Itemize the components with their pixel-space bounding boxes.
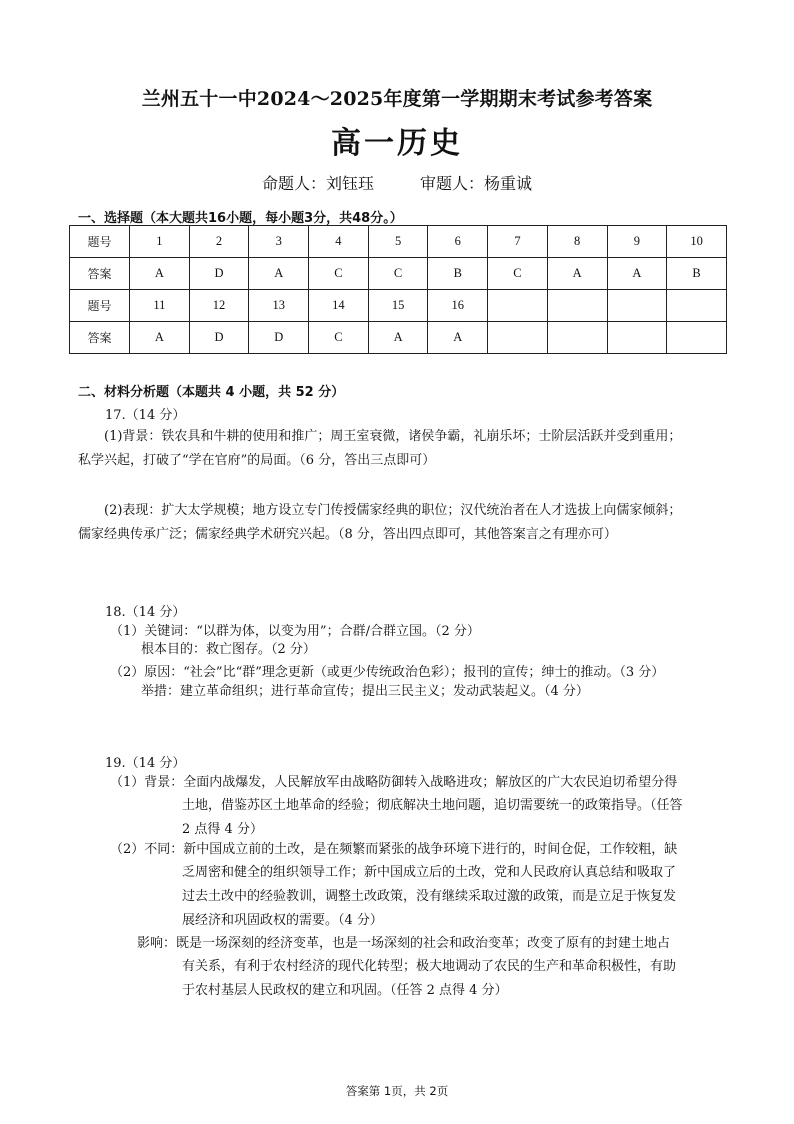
empty-cell: [547, 290, 607, 322]
answer-cell: A: [249, 258, 309, 290]
table-row: [70, 290, 727, 322]
document-title: 兰州五十一中2024～2025年度第一学期期末考试参考答案: [141, 88, 653, 110]
q19-line: 土地，借鉴苏区土地革命的经验；彻底解决土地问题，追切需要统一的政策指导。（任答: [182, 798, 683, 813]
q19-line: 影响：既是一场深刻的经济变革，也是一场深刻的社会和政治变革；改变了原有的封建土地占: [137, 936, 671, 951]
question-number-cell: 16: [428, 290, 488, 322]
question-number-cell: 9: [607, 226, 667, 258]
q19-impact-cont: [182, 955, 676, 1003]
q18-part2-cont: [141, 680, 589, 704]
question-number-cell: 2: [189, 226, 249, 258]
empty-cell: [667, 322, 727, 354]
q19-part1: [110, 771, 677, 795]
q19-impact: [137, 932, 670, 956]
question-setter: 命题人：刘钰珏: [261, 174, 374, 193]
empty-cell: [607, 290, 667, 322]
answer-table: [69, 225, 727, 354]
section-2-heading: 二、材料分析题（本题共 4 小题，共 52 分）: [78, 385, 345, 400]
authors-line: [0, 171, 794, 194]
answer-cell: A: [368, 322, 428, 354]
q19-line: 于农村基层人民政权的建立和巩固。（任答 2 点得 4 分）: [182, 983, 508, 998]
q19-part2: [110, 838, 677, 862]
question-number-cell: 3: [249, 226, 309, 258]
q17-part2-cont: [78, 523, 617, 547]
answer-cell: B: [428, 258, 488, 290]
empty-cell: [547, 322, 607, 354]
answer-cell: A: [130, 322, 190, 354]
question-number-cell: 8: [547, 226, 607, 258]
empty-cell: [667, 290, 727, 322]
q17-part2-line: (2)表现：扩大太学规模；地方设立专门传授儒家经典的职位；汉代统治者在人才选拔上向儒家倾斜；: [104, 503, 682, 518]
q17-part1-line: 私学兴起，打破了“学在官府”的局面。（6 分，答出三点即可）: [78, 453, 436, 468]
answer-cell: B: [667, 258, 727, 290]
section-1-heading: 一、选择题（本大题共16小题，每小题3分，共48分。）: [78, 211, 403, 226]
answer-cell: A: [607, 258, 667, 290]
question-number-cell: 1: [130, 226, 190, 258]
question-number-cell: 4: [309, 226, 369, 258]
question-17-number: 17.（14 分）: [105, 408, 186, 423]
row-label-answer: 答案: [70, 258, 130, 290]
q17-part2-line: 儒家经典传承广泛；儒家经典学术研究兴起。（8 分，答出四点即可，其他答案言之有理亦可）: [78, 527, 617, 542]
q19-line: 2 点得 4 分）: [182, 822, 263, 837]
question-number-cell: 10: [667, 226, 727, 258]
q19-line: 有关系，有利于农村经济的现代化转型；极大地调动了农民的生产和革命积极性，有助: [182, 959, 677, 974]
q19-line: 乏周密和健全的组织领导工作；新中国成立后的土改，党和人民政府认真总结和吸取了: [182, 865, 677, 880]
answer-cell: D: [189, 322, 249, 354]
q17-part1-line: (1)背景：铁农具和牛耕的使用和推广；周王室衰微，诸侯争霸，礼崩乐坏；士阶层活跃并受到重用；: [104, 429, 682, 444]
q19-part1-cont: [182, 794, 683, 842]
answer-cell: C: [309, 322, 369, 354]
q17-part1: [104, 425, 681, 449]
question-number-cell: 13: [249, 290, 309, 322]
q17-part2: [104, 499, 681, 523]
empty-cell: [488, 290, 548, 322]
answer-cell: A: [428, 322, 488, 354]
answer-cell: D: [249, 322, 309, 354]
question-number-cell: 7: [488, 226, 548, 258]
question-19-number: 19.（14 分）: [105, 756, 186, 771]
table-row: [70, 226, 727, 258]
question-number-cell: 12: [189, 290, 249, 322]
empty-cell: [488, 322, 548, 354]
q19-line: 过去土改中的经验教训，调整土改政策，没有继续采取过激的政策，而是立足于恢复发: [182, 889, 677, 904]
table-row: [70, 322, 727, 354]
answer-cell: C: [488, 258, 548, 290]
q19-line: （2）不同：新中国成立前的土改，是在频繁而紧张的战争环境下进行的，时间仓促，工作较粗，缺: [110, 842, 678, 857]
q18-line: 根本目的：救亡图存。（2 分）: [141, 642, 316, 657]
table-row: [70, 258, 727, 290]
q19-line: （1）背景：全面内战爆发，人民解放军由战略防御转入战略进攻；解放区的广大农民迫切希望分得: [110, 775, 678, 790]
question-reviewer: 审题人：杨重诚: [420, 174, 533, 193]
question-number-cell: 14: [309, 290, 369, 322]
question-number-cell: 5: [368, 226, 428, 258]
row-label-number: 题号: [70, 226, 130, 258]
q19-part2-cont: [182, 861, 676, 933]
answer-cell: C: [309, 258, 369, 290]
page-footer: 答案第 1页，共 2页: [345, 1084, 449, 1098]
q18-line: （2）原因：“社会”比“群”理念更新（或更少传统政治色彩）；报刊的宣传；绅士的推动。（3 分）: [110, 665, 665, 680]
q18-part1-cont: [141, 638, 316, 662]
question-number-cell: 15: [368, 290, 428, 322]
row-label-number: 题号: [70, 290, 130, 322]
answer-cell: A: [130, 258, 190, 290]
q19-line: 展经济和巩固政权的需要。（4 分）: [182, 913, 383, 928]
row-label-answer: 答案: [70, 322, 130, 354]
subject-title: 高一历史: [331, 126, 463, 161]
question-18-number: 18.（14 分）: [105, 605, 186, 620]
question-number-cell: 11: [130, 290, 190, 322]
empty-cell: [607, 322, 667, 354]
answer-cell: C: [368, 258, 428, 290]
question-number-cell: 6: [428, 226, 488, 258]
q18-line: （1）关键词：“以群为体，以变为用”；合群/合群立国。（2 分）: [110, 624, 480, 639]
q18-line: 举措：建立革命组织；进行革命宣传；提出三民主义；发动武装起义。（4 分）: [141, 684, 589, 699]
answer-cell: A: [547, 258, 607, 290]
answer-cell: D: [189, 258, 249, 290]
q17-part1-cont: [78, 449, 435, 473]
